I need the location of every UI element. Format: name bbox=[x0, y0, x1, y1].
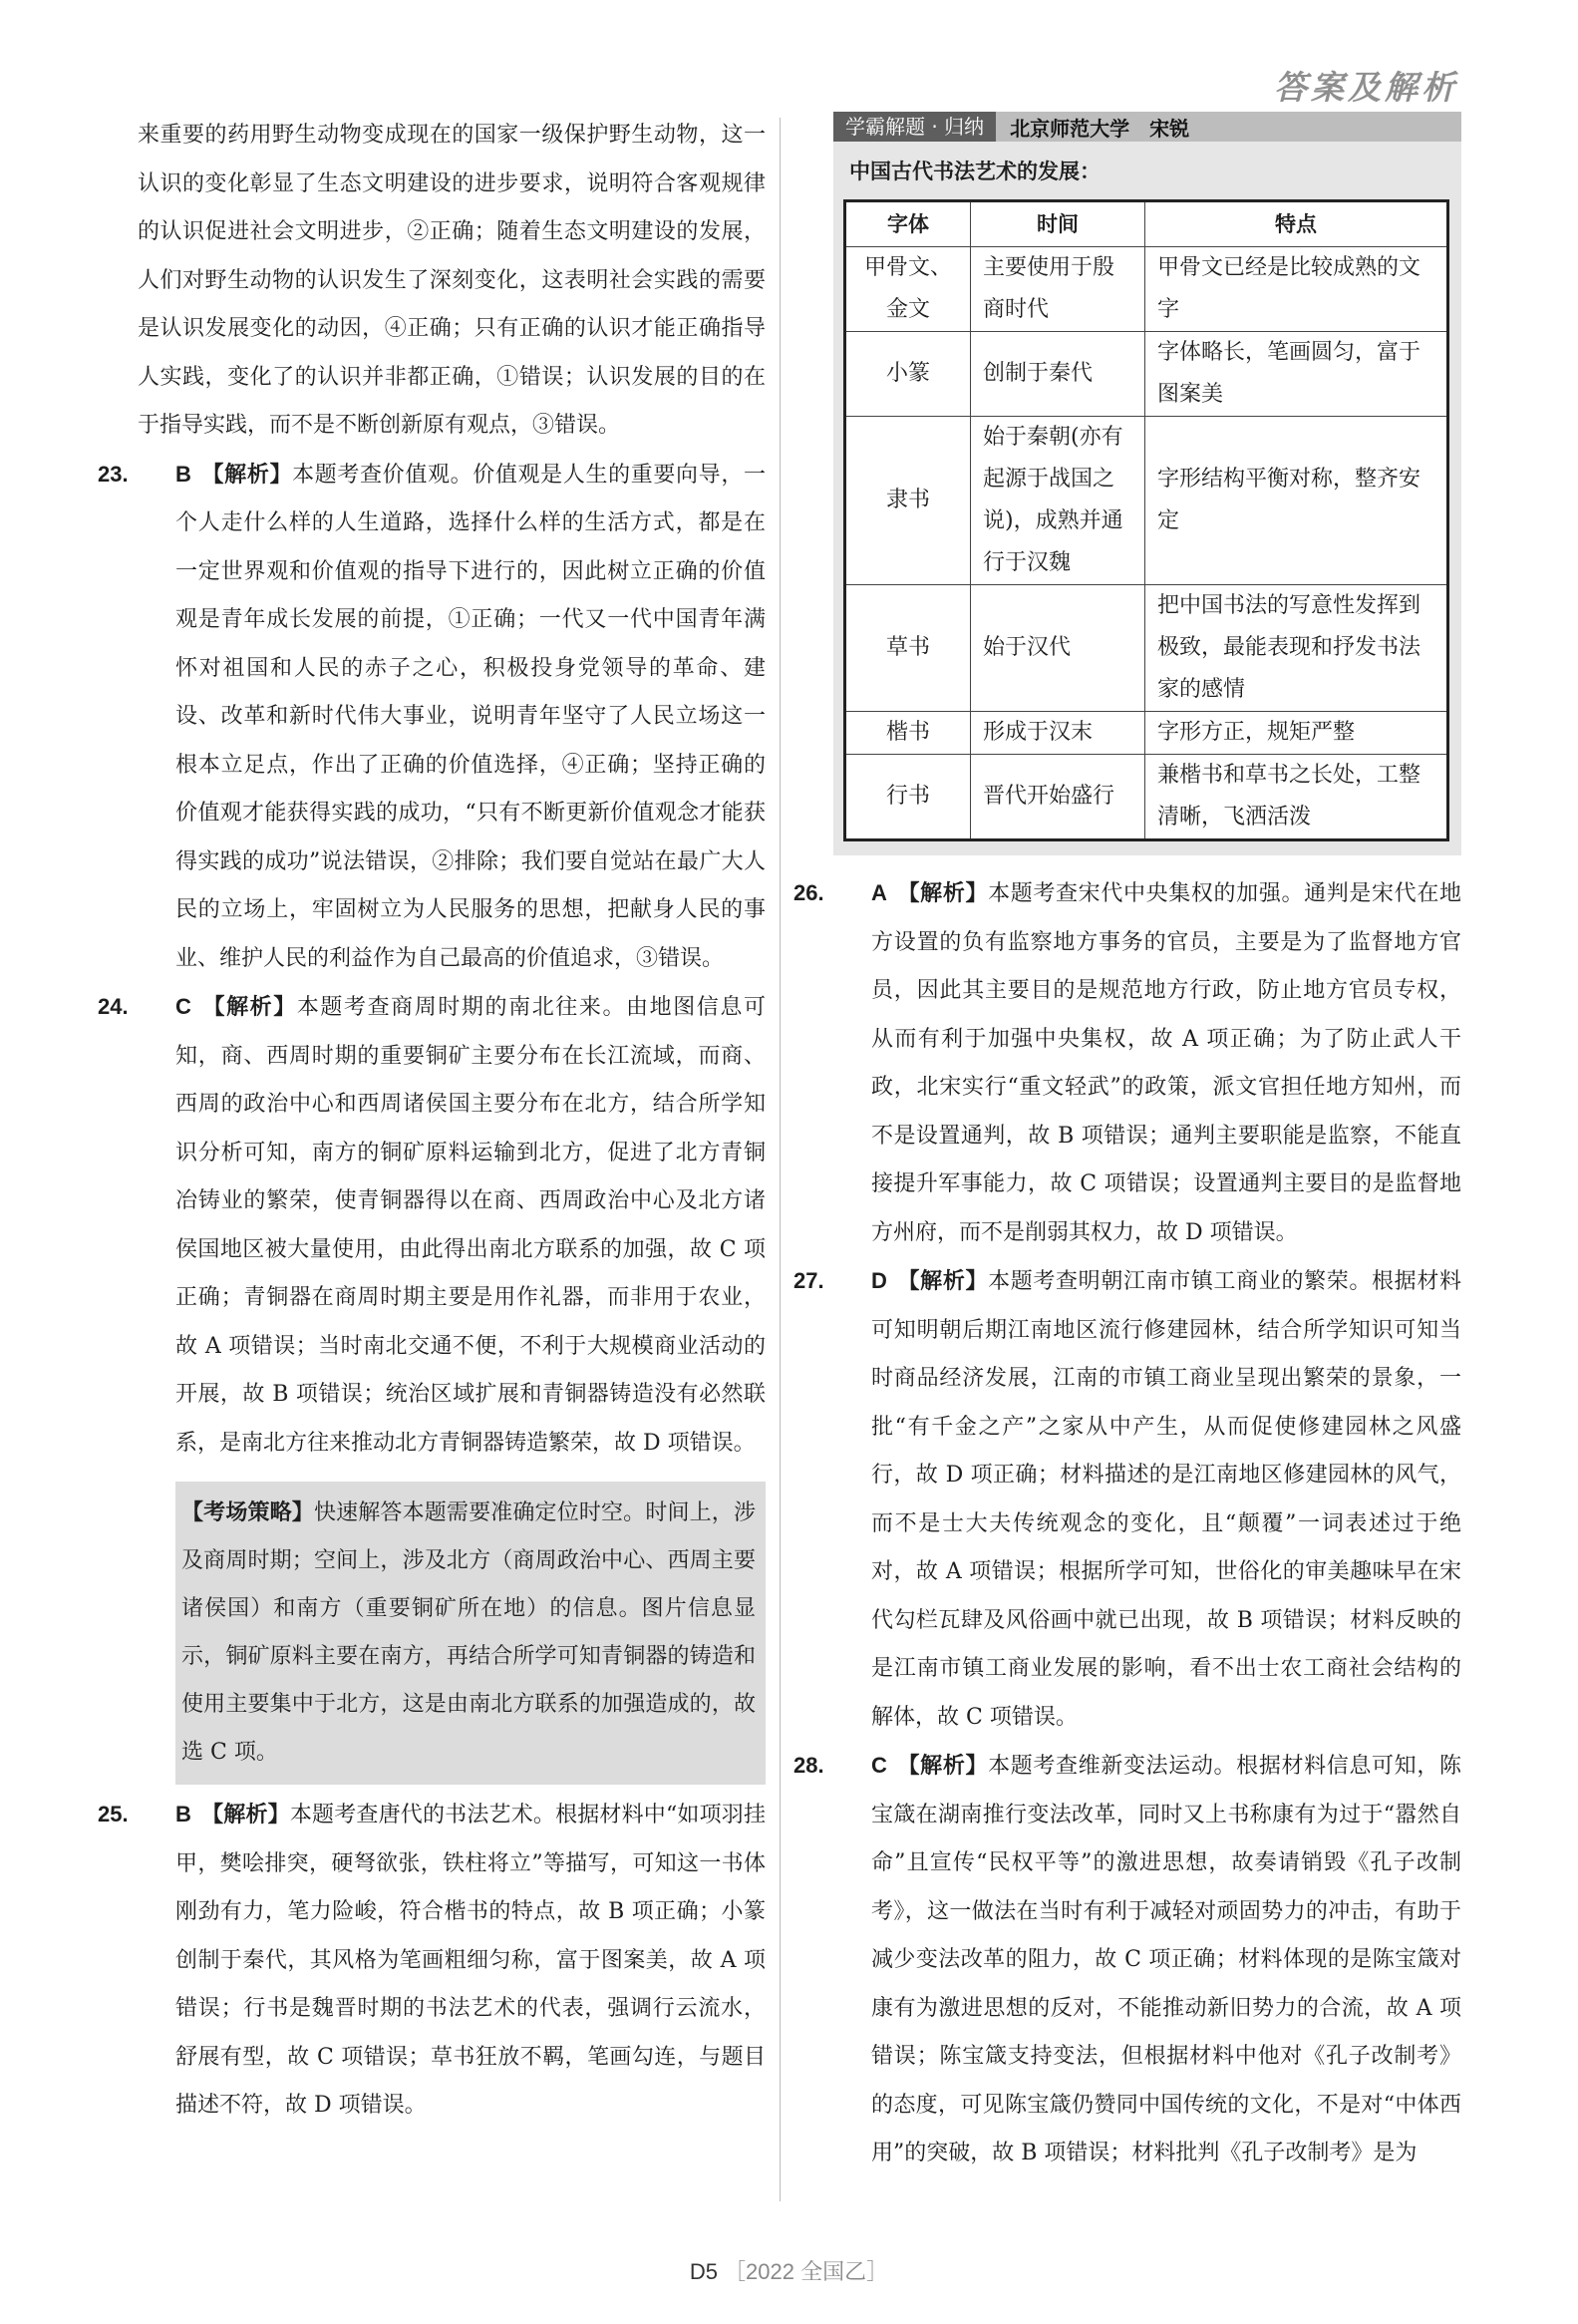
question-number: 26. bbox=[793, 880, 824, 905]
intro-paragraph: 来重要的药用野生动物变成现在的国家一级保护野生动物，这一认识的变化彰显了生态文明建设的进步要求，说明符合客观规律的认识促进社会文明进步，②正确；随着生态文明建设的发展，人们对野生动物的认识发生了深刻变化，这表明社会实践的需要是认识发展变化的动因，④正确；只有正确的认识才能正确指导人实践，变化了的认识并非都正确，①错误；认识发展的目的在于指导实践，而不是不断创新原有观点，③错误。 bbox=[138, 123, 766, 438]
answer-letter: D bbox=[871, 1268, 887, 1293]
table-cell: 始于秦朝(亦有起源于战国之说)，成熟并通行于汉魏 bbox=[971, 417, 1145, 585]
analysis-tag: 【解析】 bbox=[200, 995, 297, 1020]
table-cell: 隶书 bbox=[845, 417, 971, 585]
calligraphy-table bbox=[843, 199, 1449, 841]
table-cell: 晋代开始盛行 bbox=[971, 755, 1145, 840]
strategy-text: 快速解答本题需要准确定位时空。时间上，涉及商周时期；空间上，涉及北方（商周政治中心、西周主要诸侯国）和南方（重要铜矿所在地）的信息。图片信息显示，铜矿原料主要在南方，再结合所学可知青铜器的铸造和使用主要集中于北方，这是由南北方联系的加强造成的，故选 C 项。 bbox=[181, 1500, 756, 1765]
question-number: 25. bbox=[98, 1802, 129, 1826]
answer-letter: A bbox=[871, 880, 887, 905]
edition-label: ［2022 全国乙］ bbox=[724, 2259, 889, 2284]
table-row bbox=[845, 247, 1448, 332]
page-footer bbox=[0, 2255, 1578, 2286]
table-cell: 甲骨文、金文 bbox=[845, 247, 971, 332]
table-cell: 创制于秦代 bbox=[971, 332, 1145, 417]
question-number: 27. bbox=[793, 1268, 824, 1293]
question-26 bbox=[793, 869, 1461, 1257]
table-cell: 把中国书法的写意性发挥到极致，最能表现和抒发书法家的感情 bbox=[1145, 585, 1448, 712]
strategy-box bbox=[175, 1482, 766, 1785]
table-cell: 字形方正，规矩严整 bbox=[1145, 712, 1448, 755]
table-cell: 形成于汉末 bbox=[971, 712, 1145, 755]
question-number: 23. bbox=[98, 461, 129, 487]
summary-subtitle: 中国古代书法艺术的发展： bbox=[849, 160, 1101, 183]
table-cell: 主要使用于殷商时代 bbox=[971, 247, 1145, 332]
summary-header bbox=[833, 112, 1461, 142]
page-header-title: 答案及解析 bbox=[1274, 68, 1458, 107]
table-cell: 行书 bbox=[845, 755, 971, 840]
analysis-text: 本题考查宋代中央集权的加强。通判是宋代在地方设置的负有监察地方事务的官员，主要是为了监督地方官员，因此其主要目的是规范地方行政，防止地方官员专权，从而有利于加强中央集权，故 A 项正确；为了防止武人干政，北宋实行“重文轻武”的政策，派文官担任地方知州，而不是设置通判，故 B 项错误；通判主要职能是监察，不能直接提升军事能力，故 C 项错误；设置通判主要目的是监督地方州府，而不是削弱其权力，故 D 项错误。 bbox=[871, 881, 1461, 1245]
table-cell: 楷书 bbox=[845, 712, 971, 755]
question-number: 24. bbox=[98, 994, 129, 1019]
strategy-tag: 【考场策略】 bbox=[181, 1500, 314, 1525]
table-row bbox=[845, 332, 1448, 417]
analysis-text: 本题考查商周时期的南北往来。由地图信息可知，商、西周时期的重要铜矿主要分布在长江流域，而商、西周的政治中心和西周诸侯国主要分布在北方，结合所学知识分析可知，南方的铜矿原料运输到北方，促进了北方青铜冶铸业的繁荣，使青铜器得以在商、西周政治中心及北方诸侯国地区被大量使用，由此得出南北方联系的加强，故 C 项正确；青铜器在商周时期主要是用作礼器，而非用于农业，故 A 项错误；当时南北交通不便，不利于大规模商业活动的开展，故 B 项错误；统治区域扩展和青铜器铸造没有必然联系，是南北方往来推动北方青铜器铸造繁荣，故 D 项错误。 bbox=[175, 995, 766, 1456]
question-number: 28. bbox=[793, 1753, 824, 1778]
table-cell: 始于汉代 bbox=[971, 585, 1145, 712]
table-row bbox=[845, 712, 1448, 755]
table-row bbox=[845, 417, 1448, 585]
question-25 bbox=[98, 1791, 766, 2131]
answer-letter: B bbox=[175, 461, 191, 487]
table-cell: 甲骨文已经是比较成熟的文字 bbox=[1145, 247, 1448, 332]
analysis-text: 本题考查明朝江南市镇工商业的繁荣。根据材料可知明朝后期江南地区流行修建园林，结合所学知识可知当时商品经济发展，江南的市镇工商业呈现出繁荣的景象，一批“有千金之产”之家从中产生，从而促使修建园林之风盛行，故 D 项正确；材料描述的是江南地区修建园林的风气，而不是士大夫传统观念的变化，且“颠覆”一词表述过于绝对，故 A 项错误；根据所学可知，世俗化的审美趣味早在宋代勾栏瓦肆及风俗画中就已出现，故 B 项错误；材料反映的是江南市镇工商业发展的影响，看不出士农工商社会结构的解体，故 C 项错误。 bbox=[871, 1269, 1461, 1730]
table-cell: 字体略长，笔画圆匀，富于图案美 bbox=[1145, 332, 1448, 417]
question-23 bbox=[98, 451, 766, 984]
analysis-text: 本题考查价值观。价值观是人生的重要向导，一个人走什么样的人生道路，选择什么样的生活方式，都是在一定世界观和价值观的指导下进行的，因此树立正确的价值观是青年成长发展的前提，①正确；一代又一代中国青年满怀对祖国和人民的赤子之心，积极投身党领导的革命、建设、改革和新时代伟大事业，说明青年坚守了人民立场这一根本立足点，作出了正确的价值选择，④正确；坚持正确的价值观才能获得实践的成功，“只有不断更新价值观念才能获得实践的成功”说法错误，②排除；我们要自觉站在最广大人民的立场上，牢固树立为人民服务的思想，把献身人民的事业、维护人民的利益作为自己最高的价值追求，③错误。 bbox=[175, 462, 766, 971]
table-header: 特点 bbox=[1145, 201, 1448, 247]
page-number: D5 bbox=[689, 2259, 719, 2284]
table-cell: 草书 bbox=[845, 585, 971, 712]
question-27 bbox=[793, 1257, 1461, 1742]
answer-letter: B bbox=[175, 1802, 191, 1826]
table-cell: 小篆 bbox=[845, 332, 971, 417]
table-row bbox=[845, 755, 1448, 840]
analysis-tag: 【解析】 bbox=[896, 1754, 989, 1779]
summary-author: 北京师范大学 宋锐 bbox=[1010, 116, 1190, 141]
table-cell: 字形结构平衡对称，整齐安定 bbox=[1145, 417, 1448, 585]
analysis-tag: 【解析】 bbox=[896, 881, 989, 906]
analysis-text: 本题考查维新变法运动。根据材料信息可知，陈宝箴在湖南推行变法改革，同时又上书称康有为过于“嚣然自命”且宣传“民权平等”的激进思想，故奏请销毁《孔子改制考》，这一做法在当时有利于减轻对顽固势力的冲击，有助于减少变法改革的阻力，故 C 项正确；材料体现的是陈宝箴对康有为激进思想的反对，不能推动新旧势力的合流，故 A 项错误；陈宝箴支持变法，但根据材料中他对《孔子改制考》的态度，可见陈宝箴仍赞同中国传统的文化，不是对“中体西用”的突破，故 B 项错误；材料批判《孔子改制考》是为 bbox=[871, 1754, 1461, 2165]
question-28 bbox=[793, 1742, 1461, 2178]
table-row bbox=[845, 585, 1448, 712]
table-header: 时间 bbox=[971, 201, 1145, 247]
analysis-text: 本题考查唐代的书法艺术。根据材料中“如项羽挂甲，樊哙排突，硬弩欲张，铁柱将立”等描写，可知这一书体刚劲有力，笔力险峻，符合楷书的特点，故 B 项正确；小篆创制于秦代，其风格为笔画粗细匀称，富于图案美，故 A 项错误；行书是魏晋时期的书法艺术的代表，强调行云流水，舒展有型，故 C 项错误；草书狂放不羁，笔画勾连，与题目描述不符，故 D 项错误。 bbox=[175, 1803, 766, 2118]
summary-box bbox=[833, 112, 1461, 855]
analysis-tag: 【解析】 bbox=[896, 1269, 989, 1294]
analysis-tag: 【解析】 bbox=[200, 1803, 290, 1827]
right-column bbox=[793, 112, 1461, 2178]
analysis-tag: 【解析】 bbox=[200, 462, 293, 488]
table-header: 字体 bbox=[845, 201, 971, 247]
question-24 bbox=[98, 983, 766, 1785]
column-divider bbox=[780, 118, 781, 2201]
answer-letter: C bbox=[871, 1753, 887, 1778]
table-header-row bbox=[845, 201, 1448, 247]
table-cell: 兼楷书和草书之长处，工整清晰，飞洒活泼 bbox=[1145, 755, 1448, 840]
left-column bbox=[98, 112, 766, 2131]
summary-category: 学霸解题 · 归纳 bbox=[833, 112, 996, 142]
answer-letter: C bbox=[175, 994, 191, 1019]
